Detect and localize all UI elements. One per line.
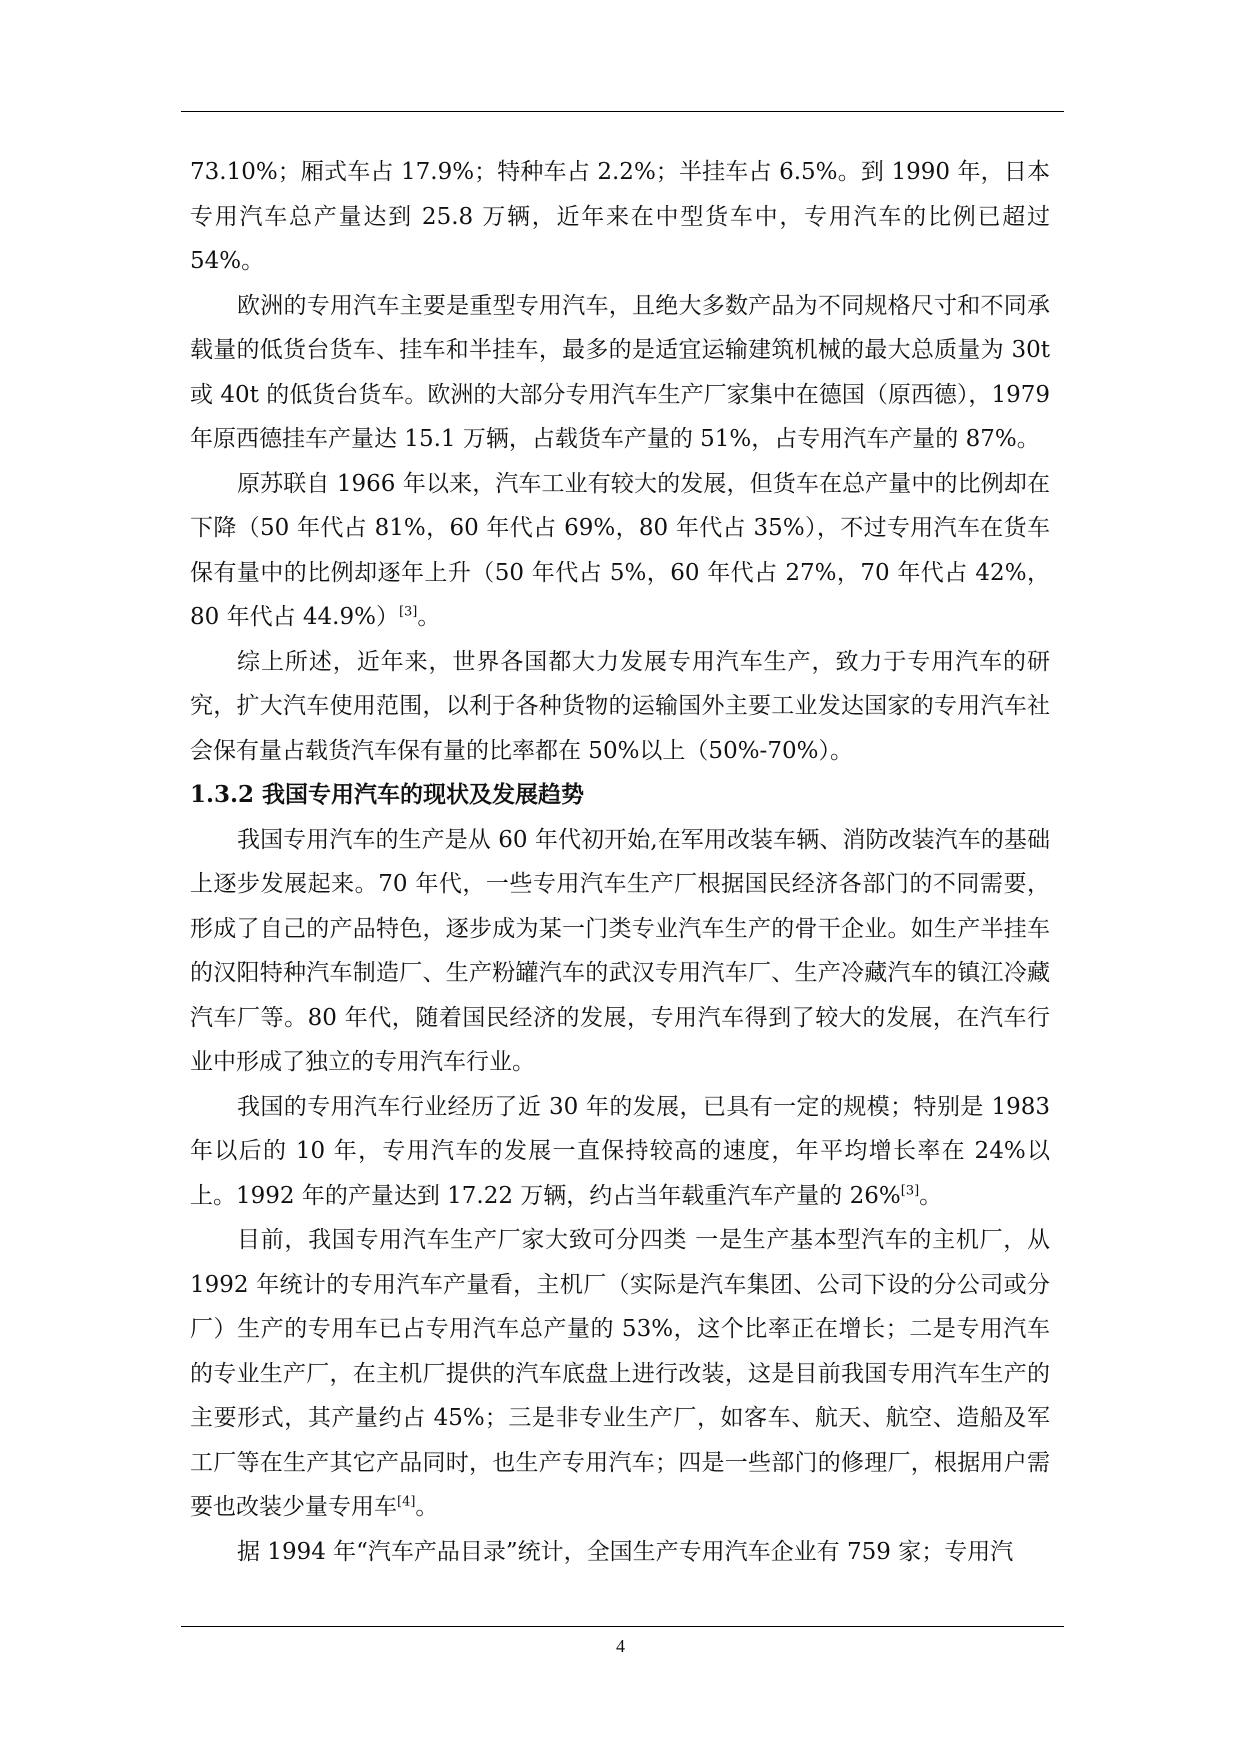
paragraph-manufacturer-types-end: 。: [415, 1494, 439, 1520]
paragraph-manufacturer-types: [190, 1218, 1050, 1530]
paragraph-soviet-text: 原苏联自 1966 年以来，汽车工业有较大的发展，但货车在总产量中的比例却在下降（50 年代占 81%，60 年代占 69%，80 年代占 35%），不过专用汽车在货车保有量中的比例却逐年上升（50 年代占 5%，60 年代占 27%，70 年代占 42%，80 年代占 44.9%）: [190, 470, 1050, 630]
paragraph-china-growth-end: 。: [919, 1182, 943, 1209]
paragraph-japan-continued: 73.10%；厢式车占 17.9%；特种车占 2.2%；半挂车占 6.5%。到 1990 年，日本专用汽车总产量达到 25.8 万辆，近年来在中型货车中，专用汽车的比例已超过 54%。: [190, 159, 1050, 274]
paragraph-manufacturer-types-text: 目前，我国专用汽车生产厂家大致可分四类 一是生产基本型汽车的主机厂，从 1992 年统计的专用汽车产量看，主机厂（实际是汽车集团、公司下设的分公司或分厂）生产的专用车已占专用汽车总产量的 53%，这个比率正在增长；二是专用汽车的专业生产厂，在主机厂提供的汽车底盘上进行改装，这是目前我国专用汽车生产的主要形式，其产量约占 45%；三是非专业生产厂，如客车、航天、航空、造船及军工厂等在生产其它产品同时，也生产专用汽车；四是一些部门的修理厂，根据用户需要也改装少量专用车: [190, 1227, 1050, 1520]
page-number: 4: [616, 1636, 625, 1656]
paragraph-catalog-1994: 据 1994 年“汽车产品目录”统计，全国生产专用汽车企业有 759 家；专用汽: [237, 1538, 1014, 1565]
section-heading: 1.3.2 我国专用汽车的现状及发展趋势: [190, 781, 585, 808]
footer-rule: [181, 1626, 1064, 1627]
paragraph-summary: 综上所述，近年来，世界各国都大力发展专用汽车生产，致力于专用汽车的研究，扩大汽车使用范围，以利于各种货物的运输国外主要工业发达国家的专用汽车社会保有量占载货汽车保有量的比率都在 50%以上（50%-70%）。: [190, 648, 1050, 764]
paragraph-soviet: [190, 462, 1050, 640]
citation-ref: [3]: [900, 1182, 920, 1198]
paragraph-china-growth: [190, 1085, 1050, 1219]
citation-ref: [3]: [398, 604, 418, 620]
body-text: [190, 150, 1050, 1574]
paragraph-soviet-end: 。: [417, 604, 441, 630]
paragraph-china-history: 我国专用汽车的生产是从 60 年代初开始,在军用改装车辆、消防改装汽车的基础上逐步发展起来。70 年代，一些专用汽车生产厂根据国民经济各部门的不同需要，形成了自己的产品特色，逐步成为某一门类专业汽车生产的骨干企业。如生产半挂车的汉阳特种汽车制造厂、生产粉罐汽车的武汉专用汽车厂、生产冷藏汽车的镇江冷藏汽车厂等。80 年代，随着国民经济的发展，专用汽车得到了较大的发展，在汽车行业中形成了独立的专用汽车行业。: [190, 826, 1050, 1075]
header-rule: [181, 111, 1064, 112]
citation-ref: [4]: [397, 1494, 416, 1510]
paragraph-europe: 欧洲的专用汽车主要是重型专用汽车，且绝大多数产品为不同规格尺寸和不同承载量的低货台货车、挂车和半挂车，最多的是适宜运输建筑机械的最大总质量为 30t 或 40t 的低货台货车。欧洲的大部分专用汽车生产厂家集中在德国（原西德），1979 年原西德挂车产量达 15.1 万辆，占载货车产量的 51%，占专用汽车产量的 87%。: [190, 292, 1050, 452]
paragraph-china-growth-text: 我国的专用汽车行业经历了近 30 年的发展，已具有一定的规模；特别是 1983 年以后的 10 年，专用汽车的发展一直保持较高的速度，年平均增长率在 24%以上。1992 年的产量达到 17.22 万辆，约占当年载重汽车产量的 26%: [190, 1093, 1050, 1209]
